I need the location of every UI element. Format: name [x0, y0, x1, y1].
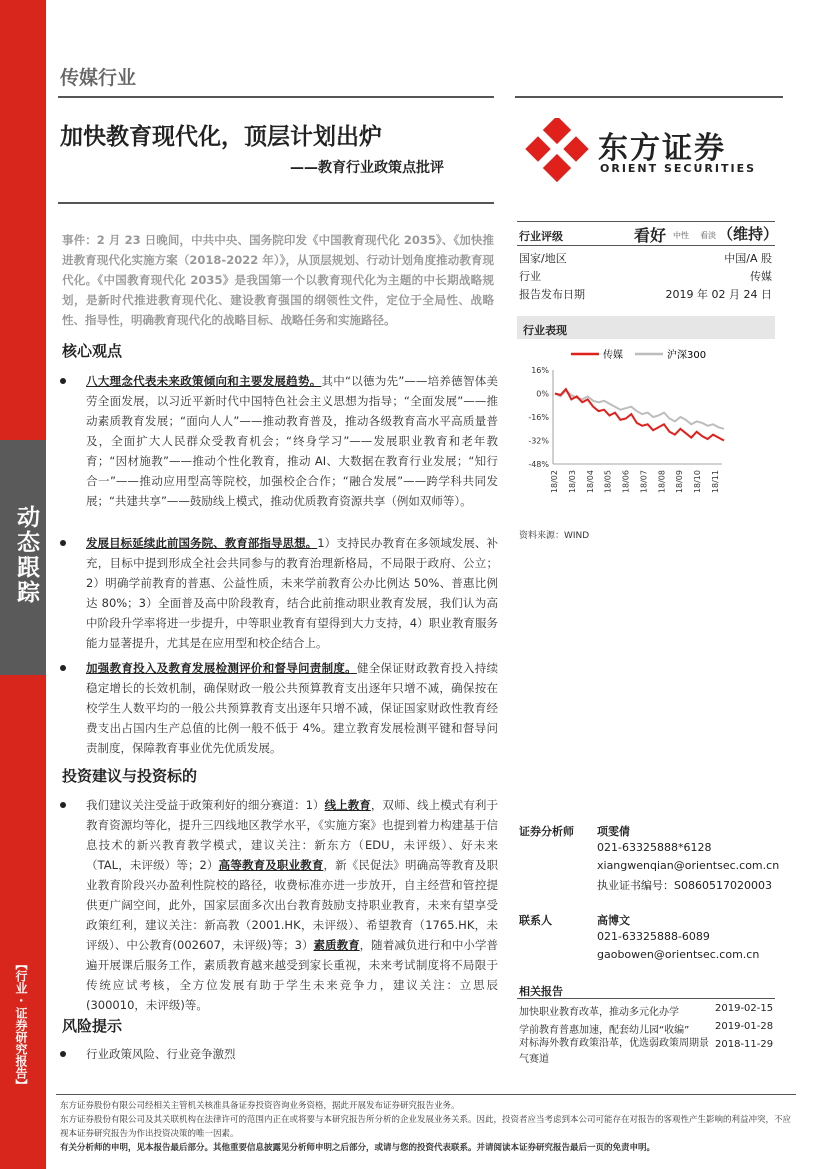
event-paragraph — [62, 230, 494, 330]
footer-rule — [56, 1094, 796, 1095]
analyst-name: 项雯倩 — [597, 825, 630, 838]
chart-header-label: 行业表现 — [523, 324, 567, 337]
related-report-title[interactable]: 学前教育普惠加速，配套幼儿园“收编” — [519, 1025, 690, 1036]
core-item-highlight: 发展目标延续此前国务院、教育部指导思想。 — [86, 536, 318, 550]
x-tick-label: 18/07 — [639, 470, 649, 494]
related-heading: 相关报告 — [519, 985, 563, 998]
invest-text: 我们建议关注受益于政策利好的细分赛道：1） — [86, 798, 325, 812]
info-key: 行业 — [519, 270, 541, 283]
logo-text-en: ORIENT SECURITIES — [600, 162, 757, 175]
info-key: 报告发布日期 — [519, 288, 585, 301]
industry-performance-chart — [517, 342, 779, 522]
analyst-cert: 执业证书编号：S0860517020003 — [597, 879, 772, 892]
series-line-传媒 — [555, 389, 724, 440]
footer-disclaimer: 有关分析师的申明，见本报告最后部分。其他重要信息披露见分析师申明之后部分，或请与您的投资代表联系。并请阅读本证券研究报告最后一页的免责申明。 — [60, 1143, 656, 1153]
x-tick-label: 18/08 — [657, 470, 667, 494]
info-value: 传媒 — [750, 270, 772, 283]
invest-highlight: 线上教育 — [324, 798, 371, 812]
invest-text: ，新《民促法》明确高等教育及职业教育阶段兴办盈利性院校的路径，收费标准亦进一步放开，自主经营和管控提供更广阔空间，此外，国家层面多次出台教育鼓励支持职业教育，未来有望享受政策红利，建议关注：新高教（2001.HK，未评级）、希望教育（1765.HK，未评级）、中公教育(002607，未评级)等；3） — [86, 858, 499, 952]
contact-name: 高博文 — [597, 914, 630, 927]
related-report-date: 2019-02-15 — [715, 1003, 774, 1014]
analyst-phone: 021-63325888*6128 — [597, 841, 712, 854]
list-item — [60, 795, 500, 1010]
related-report-title[interactable]: 对标海外教育政策沿革，优选弱政策周期景气赛道 — [519, 1038, 709, 1065]
x-tick-label: 18/11 — [711, 470, 720, 494]
legend-label-csi300: 沪深300 — [667, 350, 707, 361]
x-tick-label: 18/06 — [621, 470, 631, 494]
contact-email[interactable]: gaobowen@orientsec.com.cn — [597, 948, 760, 961]
x-tick-label: 18/03 — [567, 470, 577, 494]
invest-highlight: 高等教育及职业教育 — [218, 858, 324, 872]
invest-heading: 投资建议与投资标的 — [62, 767, 198, 785]
info-value: 2019 年 02 月 24 日 — [665, 288, 772, 301]
core-heading: 核心观点 — [62, 342, 123, 360]
legend-label-media: 传媒 — [603, 350, 623, 361]
core-item-highlight: 八大理念代表未来政策倾向和主要发展趋势。 — [86, 374, 322, 388]
contact-phone: 021-63325888-6089 — [597, 930, 710, 943]
page-title: 加快教育现代化，顶层计划出炉 — [60, 124, 382, 150]
list-item — [60, 658, 500, 758]
event-prefix: 事件： — [62, 233, 97, 247]
bullet-icon — [60, 1051, 66, 1057]
contact-role: 联系人 — [519, 914, 552, 927]
logo-text-cn: 东方证券 — [598, 131, 726, 166]
y-tick-label: 0% — [536, 389, 549, 399]
related-report-title[interactable]: 加快职业教育改革，推动多元化办学 — [519, 1007, 679, 1018]
header-rule-left — [58, 96, 494, 98]
event-text: 2 月 23 日晚间，中共中央、国务院印发《中国教育现代化 2035》、《加快推进教育现代化实施方案（2018-2022 年）》，从顶层规划、行动计划角度推动教育现代化。《中国教育现代化 2035》是我国第一个以教育现代化为主题的中长期战略规划，是新时代推进教育现代化、建设教育强国的纲领性文件，定位于全局性、战略性、指导性，明确教育现代化的战略目标、战略任务和实施路径。 — [62, 233, 494, 327]
rating-option-neutral: 中性 — [673, 231, 689, 240]
rating-top-rule — [517, 221, 775, 222]
core-item-text: 其中“以德为先”——培养德智体美劳全面发展，以习近平新时代中国特色社会主义思想为指导；“全面发展”——推动素质教育发展；“面向人人”——推动教育普及，推动各级教育高水平高质量普及，全面扩大人民群众受教育机会；“终身学习”——发展职业教育和老年教育；“因材施教”——推动个性化教育，推动 AI、大数据在教育行业发展；“知行合一”——推动应用型高等院校，加强校企合作；“融合发展”——跨学科共同发展；“共建共享”——鼓励线上模式，推动优质教育资源共享（例如双师等）。 — [86, 374, 498, 508]
y-tick-label: 16% — [531, 366, 549, 375]
series-line-沪深300 — [555, 391, 724, 429]
core-item-text: 1）支持民办教育在多领域发展、补充，目标中提到形成全社会共同参与的教育治理新格局，不局限于政府、公立；2）明确学前教育的普惠、公益性质，未来学前教育公办比例达 50%、普惠比例达 80%；3）全面普及高中阶段教育，结合此前推动职业教育发展，我们认为高中阶段升学率将进一步提升，中等职业教育有望得到大力支持，4）职业教育服务能力显著提升，尤其是在应用型和校企结合上。 — [86, 536, 498, 650]
x-tick-label: 18/09 — [675, 470, 685, 494]
y-tick-label: -32% — [528, 436, 549, 446]
info-key: 国家/地区 — [519, 252, 567, 265]
invest-text: ，双师、线上模式有利于教育资源均等化，提升三四线地区教学水平，《实施方案》也提到着力构建基于信息技术的新兴教育教学模式，建议关注：新东方（EDU，未评级）、好未来（TAL，未评级）等；2） — [86, 798, 498, 872]
core-item-text: 健全保证财政教育投入持续稳定增长的长效机制，确保财政一般公共预算教育支出逐年只增不减，确保按在校学生人数平均的一般公共预算教育支出逐年只增不减，保证国家财政性教育经费支出占国内生产总值的比例一般不低于 4%。建立教育发展检测平键和督导问责制度，保障教育事业优先优质发展。 — [86, 661, 499, 755]
bullet-icon — [60, 540, 66, 546]
invest-highlight: 素质教育 — [313, 938, 360, 952]
bullet-icon — [60, 378, 66, 384]
rating-status: （维持） — [718, 225, 779, 243]
x-tick-label: 18/05 — [603, 470, 613, 494]
industry-tag: 传媒行业 — [60, 67, 137, 89]
rating-option-negative: 看淡 — [700, 231, 716, 240]
orient-securities-logo-icon — [525, 118, 589, 182]
title-rule — [58, 202, 494, 204]
list-item — [60, 371, 500, 521]
core-item-highlight: 加强教育投入及教育发展检测评价和督导问责制度。 — [86, 661, 357, 675]
related-report-date: 2018-11-29 — [715, 1039, 774, 1050]
related-rule — [517, 998, 775, 999]
rating-value: 看好 — [634, 226, 667, 245]
invest-text: ，随着减负进行和中小学普遍开展课后服务工作，素质教育越来越受到家长重视，未来考试制度将不局限于传统应试考核，全方位发展有助于学生未来竞争力，建议关注：立思辰(300010，未评级)等。 — [86, 938, 498, 1012]
analyst-role: 证券分析师 — [519, 825, 574, 838]
chart-source: 资料来源：WIND — [519, 531, 590, 541]
rating-label: 行业评级 — [519, 230, 563, 243]
bullet-icon — [60, 802, 66, 808]
risk-text: 行业政策风险、行业竞争激烈 — [86, 1047, 236, 1061]
x-tick-label: 18/02 — [550, 470, 559, 494]
analyst-email[interactable]: xiangwenqian@orientsec.com.cn — [597, 859, 780, 872]
info-value: 中国/A 股 — [724, 252, 772, 265]
y-tick-label: -48% — [528, 460, 549, 469]
rating-mid-rule — [517, 245, 775, 246]
header-rule-right — [515, 96, 783, 98]
list-item — [60, 1044, 500, 1066]
related-report-date: 2019-01-28 — [715, 1021, 774, 1032]
x-tick-label: 18/04 — [585, 470, 595, 494]
page-subtitle: ——教育行业政策点批评 — [290, 160, 444, 176]
bullet-icon — [60, 665, 66, 671]
footer-line: 东方证券股份有限公司及其关联机构在法律许可的范围内正在或将要与本研究报告所分析的企业发展业务关系。因此，投资者应当考虑到本公司可能存在对报告的客观性产生影响的利益冲突，不应视本证券研究报告为作出投资决策的唯一因素。 — [60, 1115, 792, 1139]
y-tick-label: -16% — [528, 413, 549, 422]
footer-line: 东方证券股份有限公司经相关主管机关核准具备证券投资咨询业务资格，据此开展发布证券研究报告业务。 — [60, 1101, 460, 1111]
sidebar-section-label: 动态跟踪 — [13, 505, 39, 605]
sidebar-category-label: 【行业 · 证券研究报告】 — [14, 958, 28, 1091]
list-item — [60, 533, 500, 653]
risk-heading: 风险提示 — [62, 1017, 123, 1035]
x-tick-label: 18/10 — [693, 470, 703, 494]
